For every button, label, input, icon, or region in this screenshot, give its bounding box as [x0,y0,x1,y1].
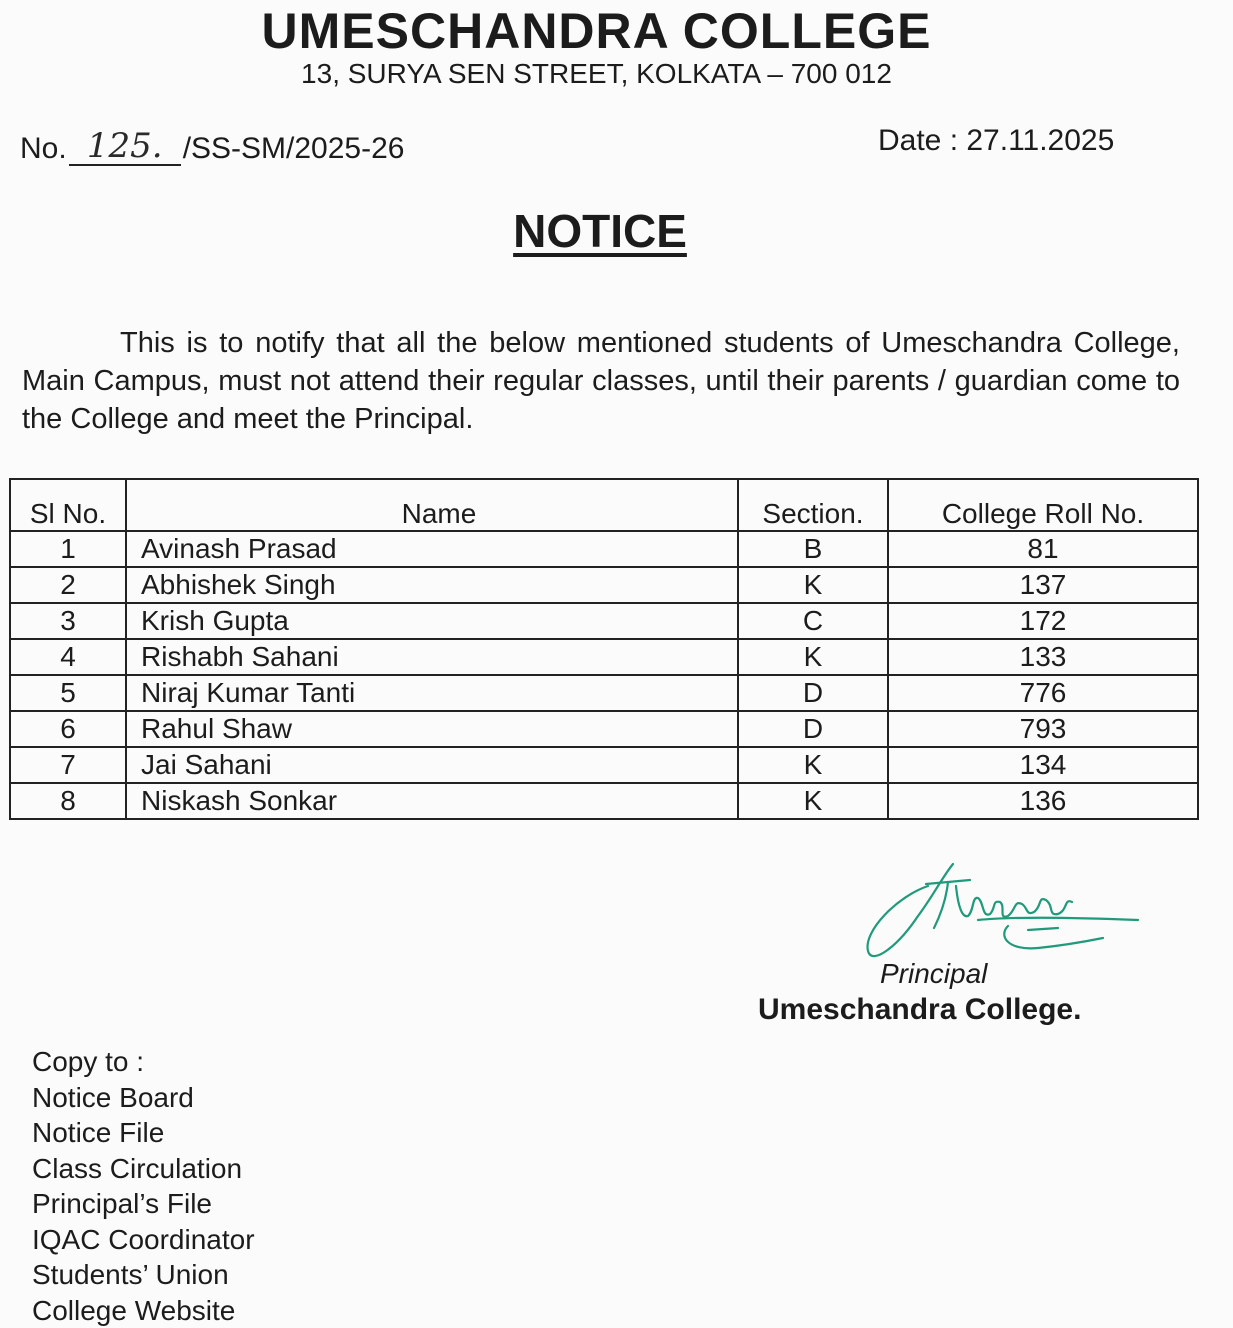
cell-section: D [738,675,888,711]
reference-suffix: /SS-SM/2025-26 [182,132,405,165]
cell-roll-no: 776 [888,675,1198,711]
cell-sl-no: 2 [10,567,126,603]
cell-name: Niraj Kumar Tanti [126,675,738,711]
principal-designation: Principal [880,958,988,989]
table-row [10,567,1198,603]
cell-sl-no: 3 [10,603,126,639]
cell-name: Krish Gupta [126,603,738,639]
cell-name: Avinash Prasad [126,531,738,567]
students-table [9,478,1199,820]
cell-sl-no: 4 [10,639,126,675]
signature-stroke [978,918,1138,920]
reference-prefix: No. [20,132,67,165]
copy-to-item: College Website [32,1294,236,1326]
cell-name: Rishabh Sahani [126,639,738,675]
copy-to-item: IQAC Coordinator [32,1223,255,1255]
copy-to-item: Class Circulation [32,1152,243,1184]
header-sl-no: Sl No. [10,479,126,531]
handwritten-reference-number: 125. [69,128,181,166]
copy-to-item: Notice Board [32,1081,194,1113]
header-section: Section. [738,479,888,531]
table-header-row [10,479,1198,531]
cell-sl-no: 1 [10,531,126,567]
cell-roll-no: 172 [888,603,1198,639]
cell-section: K [738,783,888,819]
cell-sl-no: 6 [10,711,126,747]
cell-name: Rahul Shaw [126,711,738,747]
cell-roll-no: 137 [888,567,1198,603]
cell-roll-no: 136 [888,783,1198,819]
table-row [10,675,1198,711]
signature-stroke [1028,928,1058,930]
cell-section: K [738,639,888,675]
cell-sl-no: 8 [10,783,126,819]
cell-section: K [738,567,888,603]
header-roll-no: College Roll No. [888,479,1198,531]
college-address: 13, SURYA SEN STREET, KOLKATA – 700 012 [301,58,892,89]
notice-title: NOTICE [513,205,687,257]
notice-body: This is to notify that all the below mentioned students of Umeschandra College, Main Campus, must not attend their regular classes, until their parents / guardian come to the College and meet the Principal. [22,327,1180,435]
header-name: Name [126,479,738,531]
cell-name: Jai Sahani [126,747,738,783]
principal-signature [858,856,1148,966]
copy-to-label: Copy to : [32,1046,145,1077]
table-row [10,531,1198,567]
cell-roll-no: 134 [888,747,1198,783]
cell-name: Abhishek Singh [126,567,738,603]
cell-roll-no: 81 [888,531,1198,567]
cell-roll-no: 133 [888,639,1198,675]
signature-stroke [868,864,953,956]
table-row [10,747,1198,783]
copy-to-item: Students’ Union [32,1259,229,1290]
table-row [10,639,1198,675]
table-row [10,711,1198,747]
cell-sl-no: 5 [10,675,126,711]
copy-to-list [32,1044,255,1328]
cell-section: C [738,603,888,639]
copy-to-item: Notice File [32,1117,165,1148]
signature-stroke [926,880,970,928]
signature-stroke [956,886,1072,917]
table-row [10,603,1198,639]
cell-section: B [738,531,888,567]
cell-section: D [738,711,888,747]
college-name: UMESCHANDRA COLLEGE [261,3,932,59]
cell-sl-no: 7 [10,747,126,783]
cell-roll-no: 793 [888,711,1198,747]
copy-to-item: Principal’s File [32,1188,212,1219]
principal-institution: Umeschandra College. [758,993,1082,1026]
table-row [10,783,1198,819]
notice-reference-number [20,128,404,166]
notice-date: Date : 27.11.2025 [878,124,1115,157]
cell-name: Niskash Sonkar [126,783,738,819]
cell-section: K [738,747,888,783]
